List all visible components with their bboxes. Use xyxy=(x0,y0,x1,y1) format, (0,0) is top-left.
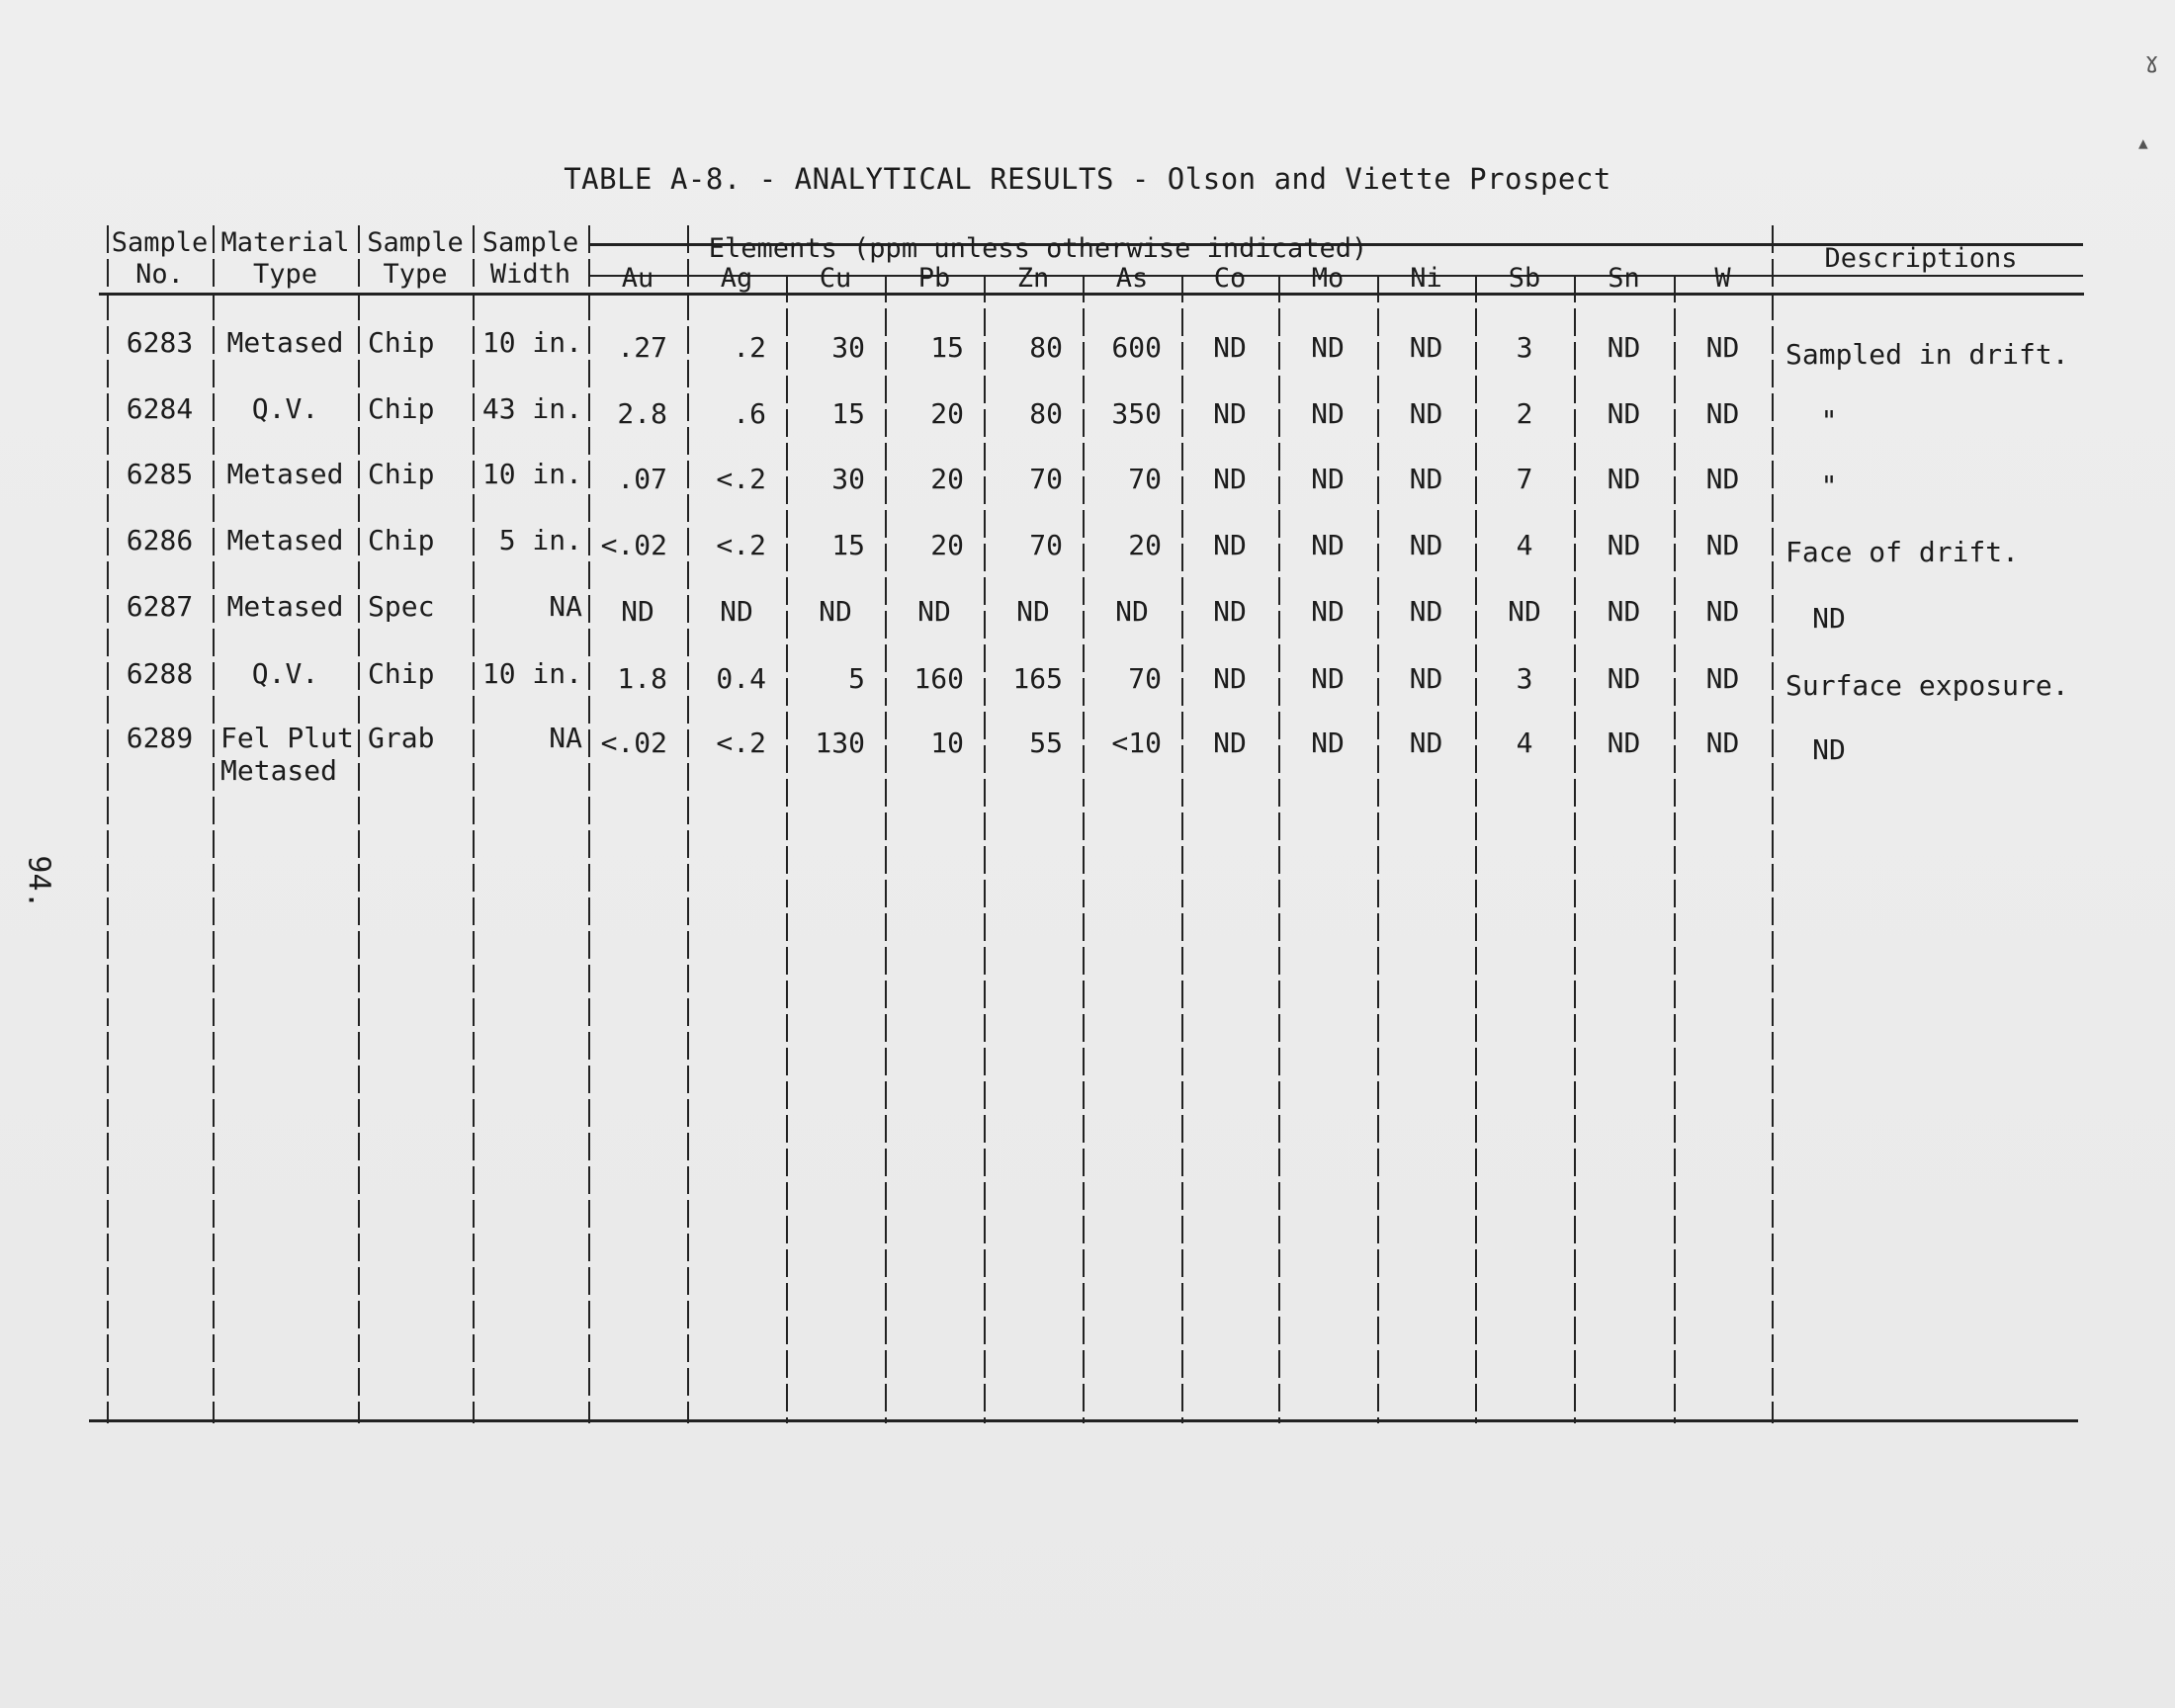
column-divider xyxy=(1772,225,1774,1423)
cell-material-type: Q.V. xyxy=(251,657,319,690)
cell-material-type: Metased xyxy=(226,524,344,556)
cell-element-sb: 3 xyxy=(1516,331,1533,364)
cell-description: " xyxy=(1820,404,1838,437)
cell-sample-no: 6288 xyxy=(126,657,194,690)
cell-element-w: ND xyxy=(1705,726,1740,759)
cell-sample-type: Chip xyxy=(368,326,435,359)
cell-description: Face of drift. xyxy=(1785,536,2020,568)
column-divider xyxy=(786,275,788,1423)
cell-element-au: ND xyxy=(621,595,654,628)
cell-element-co: ND xyxy=(1213,463,1247,495)
cell-element-pb: 20 xyxy=(930,397,964,430)
header-element-cu: Cu xyxy=(819,263,852,294)
column-divider xyxy=(473,225,475,1423)
header-material-type: Material xyxy=(220,227,350,258)
cell-element-sn: ND xyxy=(1607,331,1641,364)
cell-element-mo: ND xyxy=(1311,726,1345,759)
header-element-sn: Sn xyxy=(1608,263,1640,294)
cell-element-co: ND xyxy=(1213,662,1247,695)
cell-element-mo: ND xyxy=(1311,331,1345,364)
cell-element-zn: 70 xyxy=(1029,529,1063,561)
cell-element-ag: .2 xyxy=(733,331,766,364)
header-material-type-line2: Type xyxy=(252,259,318,290)
cell-element-ag: <.2 xyxy=(716,726,766,759)
cell-element-mo: ND xyxy=(1311,529,1345,561)
cell-element-cu: ND xyxy=(819,595,852,628)
header-elements-group: Elements (ppm unless otherwise indicated) xyxy=(708,233,1368,264)
cell-sample-no: 6286 xyxy=(126,524,194,556)
cell-description: " xyxy=(1820,470,1838,502)
cell-element-mo: ND xyxy=(1311,595,1345,628)
cell-sample-type: Chip xyxy=(368,458,435,490)
cell-element-au: <.02 xyxy=(600,726,667,759)
header-element-pb: Pb xyxy=(917,263,951,294)
cell-element-cu: 5 xyxy=(848,662,865,695)
cell-material-type: Fel Plut xyxy=(220,722,354,754)
cell-element-mo: ND xyxy=(1311,397,1345,430)
cell-sample-no: 6289 xyxy=(126,722,194,754)
cell-element-ag: ND xyxy=(720,595,753,628)
cell-element-as: ND xyxy=(1115,595,1149,628)
cell-element-zn: 55 xyxy=(1029,726,1063,759)
header-element-as: As xyxy=(1115,263,1149,294)
cell-element-zn: 70 xyxy=(1029,463,1063,495)
cell-element-ni: ND xyxy=(1409,662,1443,695)
column-divider xyxy=(358,225,360,1423)
cell-element-pb: 20 xyxy=(930,463,964,495)
column-divider xyxy=(1278,275,1280,1423)
cell-element-ni: ND xyxy=(1409,331,1443,364)
header-sample-width: Sample xyxy=(481,227,579,258)
cell-element-as: 70 xyxy=(1128,463,1162,495)
cell-element-mo: ND xyxy=(1311,662,1345,695)
cell-material-type: Metased xyxy=(226,458,344,490)
cell-element-au: .27 xyxy=(617,331,667,364)
cell-sample-width: 5 in. xyxy=(498,524,582,556)
cell-element-cu: 130 xyxy=(815,726,865,759)
cell-element-pb: 10 xyxy=(930,726,964,759)
column-divider xyxy=(1181,275,1183,1423)
cell-element-w: ND xyxy=(1705,529,1740,561)
header-element-sb: Sb xyxy=(1508,263,1541,294)
cell-element-sn: ND xyxy=(1607,726,1641,759)
header-element-zn: Zn xyxy=(1016,263,1050,294)
cell-element-au: .07 xyxy=(617,463,667,495)
column-divider xyxy=(1377,275,1379,1423)
cell-element-pb: 20 xyxy=(930,529,964,561)
cell-sample-type: Chip xyxy=(368,524,435,556)
cell-element-sn: ND xyxy=(1607,529,1641,561)
cell-description: ND xyxy=(1812,602,1846,635)
cell-element-ag: <.2 xyxy=(716,529,766,561)
cell-element-cu: 15 xyxy=(831,529,865,561)
cell-element-cu: 30 xyxy=(831,463,865,495)
cell-sample-no: 6287 xyxy=(126,590,194,623)
column-divider xyxy=(885,275,887,1423)
cell-element-zn: 80 xyxy=(1029,397,1063,430)
table-title: TABLE A-8. - ANALYTICAL RESULTS - Olson and Viette Prospect xyxy=(564,162,1611,196)
header-sample-type-line2: Type xyxy=(383,259,448,290)
cell-element-ni: ND xyxy=(1409,726,1443,759)
cell-sample-type: Grab xyxy=(368,722,435,754)
header-element-mo: Mo xyxy=(1311,263,1345,294)
header-element-co: Co xyxy=(1213,263,1247,294)
cell-element-co: ND xyxy=(1213,529,1247,561)
cell-element-w: ND xyxy=(1705,662,1740,695)
cell-element-sb: 3 xyxy=(1516,662,1533,695)
cell-element-as: 20 xyxy=(1128,529,1162,561)
header-element-ni: Ni xyxy=(1410,263,1442,294)
cell-sample-width: NA xyxy=(549,722,582,754)
header-sample-no-line2: No. xyxy=(135,259,184,290)
cell-description: Sampled in drift. xyxy=(1785,338,2069,371)
cell-element-w: ND xyxy=(1705,463,1740,495)
cell-element-co: ND xyxy=(1213,397,1247,430)
cell-sample-width: 10 in. xyxy=(481,458,582,490)
cell-sample-no: 6283 xyxy=(126,326,194,359)
cell-element-w: ND xyxy=(1705,397,1740,430)
header-element-w: W xyxy=(1714,263,1731,294)
cell-element-ni: ND xyxy=(1409,529,1443,561)
cell-material-type: Metased xyxy=(226,326,344,359)
column-divider xyxy=(1083,275,1085,1423)
cell-element-sn: ND xyxy=(1607,595,1641,628)
header-descriptions: Descriptions xyxy=(1824,243,2018,274)
cell-sample-width: 43 in. xyxy=(481,392,582,425)
cell-material-type: Metased xyxy=(220,754,338,787)
cell-element-co: ND xyxy=(1213,726,1247,759)
cell-element-ni: ND xyxy=(1409,595,1443,628)
cell-element-cu: 15 xyxy=(831,397,865,430)
cell-sample-width: 10 in. xyxy=(481,326,582,359)
cell-material-type: Q.V. xyxy=(251,392,319,425)
cell-element-mo: ND xyxy=(1311,463,1345,495)
cell-element-au: 2.8 xyxy=(617,397,667,430)
cell-sample-no: 6284 xyxy=(126,392,194,425)
cell-sample-type: Chip xyxy=(368,392,435,425)
cell-element-ag: 0.4 xyxy=(716,662,766,695)
cell-description: ND xyxy=(1812,733,1846,766)
cell-element-as: 350 xyxy=(1111,397,1162,430)
cell-element-sn: ND xyxy=(1607,397,1641,430)
cell-element-sb: 7 xyxy=(1516,463,1533,495)
cell-material-type: Metased xyxy=(226,590,344,623)
cell-element-w: ND xyxy=(1705,331,1740,364)
cell-element-as: 70 xyxy=(1128,662,1162,695)
cell-element-zn: 80 xyxy=(1029,331,1063,364)
cell-element-zn: ND xyxy=(1016,595,1050,628)
corner-mark-secondary: ▲ xyxy=(2138,133,2148,152)
cell-element-sb: 2 xyxy=(1516,397,1533,430)
cell-element-sn: ND xyxy=(1607,662,1641,695)
cell-element-ag: .6 xyxy=(733,397,766,430)
cell-sample-width: 10 in. xyxy=(481,657,582,690)
header-element-ag: Ag xyxy=(720,263,753,294)
header-sample-type: Sample xyxy=(367,227,464,258)
cell-element-ni: ND xyxy=(1409,397,1443,430)
cell-element-sn: ND xyxy=(1607,463,1641,495)
column-divider xyxy=(1674,275,1676,1423)
cell-element-co: ND xyxy=(1213,331,1247,364)
cell-element-sb: 4 xyxy=(1516,529,1533,561)
page-number: 94. xyxy=(21,855,56,909)
header-sample-width-line2: Width xyxy=(489,259,571,290)
column-divider xyxy=(1475,275,1477,1423)
column-divider xyxy=(984,275,986,1423)
cell-element-sb: ND xyxy=(1508,595,1541,628)
cell-element-as: <10 xyxy=(1111,726,1162,759)
cell-element-co: ND xyxy=(1213,595,1247,628)
cell-element-as: 600 xyxy=(1111,331,1162,364)
cell-description: Surface exposure. xyxy=(1785,669,2069,702)
cell-sample-type: Chip xyxy=(368,657,435,690)
cell-sample-width: NA xyxy=(549,590,582,623)
column-divider xyxy=(1574,275,1576,1423)
cell-sample-no: 6285 xyxy=(126,458,194,490)
cell-sample-type: Spec xyxy=(368,590,435,623)
header-sample-no: Sample xyxy=(111,227,209,258)
cell-element-pb: 15 xyxy=(930,331,964,364)
cell-element-au: <.02 xyxy=(600,529,667,561)
cell-element-sb: 4 xyxy=(1516,726,1533,759)
cell-element-cu: 30 xyxy=(831,331,865,364)
header-element-au: Au xyxy=(621,263,654,294)
cell-element-w: ND xyxy=(1705,595,1740,628)
cell-element-pb: 160 xyxy=(914,662,964,695)
cell-element-ag: <.2 xyxy=(716,463,766,495)
cell-element-pb: ND xyxy=(917,595,951,628)
cell-element-au: 1.8 xyxy=(617,662,667,695)
corner-mark: ɣ xyxy=(2145,49,2159,74)
cell-element-ni: ND xyxy=(1409,463,1443,495)
cell-element-zn: 165 xyxy=(1012,662,1063,695)
